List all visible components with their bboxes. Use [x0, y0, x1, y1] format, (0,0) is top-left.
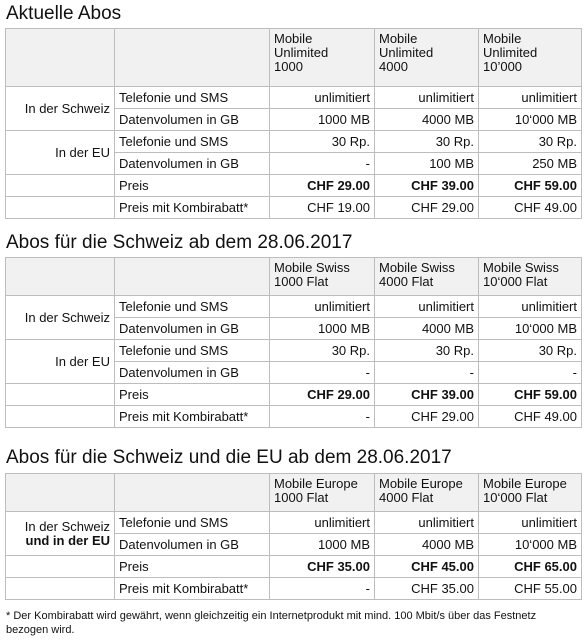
table-row [6, 340, 582, 362]
row-label: Telefonie und SMS [115, 296, 270, 318]
table-cell: 10‘000 MB [479, 318, 582, 340]
column-header: Mobile Unlimited 1000 [270, 29, 375, 87]
table-cell: 250 MB [479, 153, 582, 175]
table-cell: 1000 MB [270, 318, 375, 340]
section-title-swiss: Abos für die Schweiz ab dem 28.06.2017 [6, 232, 353, 253]
table-row [6, 87, 582, 109]
kombi-row [6, 578, 582, 600]
table-current-plans [5, 28, 582, 219]
table-cell: - [270, 153, 375, 175]
table-cell: unlimitiert [270, 87, 375, 109]
table-cell: CHF 29.00 [375, 197, 479, 219]
price-row [6, 556, 582, 578]
table-cell-empty [6, 406, 115, 428]
table-corner [6, 29, 115, 87]
group-label: In der EU [6, 340, 115, 384]
price-cell: CHF 45.00 [375, 556, 479, 578]
table-cell: 10‘000 MB [479, 109, 582, 131]
table-row [6, 296, 582, 318]
table-cell: 30 Rp. [479, 131, 582, 153]
table-cell: CHF 49.00 [479, 197, 582, 219]
price-cell: CHF 39.00 [375, 175, 479, 197]
row-label: Telefonie und SMS [115, 340, 270, 362]
table-cell: 1000 MB [270, 534, 375, 556]
table-cell: - [375, 362, 479, 384]
table-cell: 10‘000 MB [479, 534, 582, 556]
column-header: Mobile Unlimited 10’000 [479, 29, 582, 87]
kombi-row [6, 406, 582, 428]
table-corner [115, 258, 270, 296]
table-row [6, 131, 582, 153]
table-cell-empty [6, 197, 115, 219]
table-cell: 30 Rp. [375, 131, 479, 153]
price-row [6, 175, 582, 197]
row-label: Preis [115, 175, 270, 197]
table-cell: unlimitiert [479, 296, 582, 318]
price-cell: CHF 65.00 [479, 556, 582, 578]
table-cell: 30 Rp. [270, 340, 375, 362]
table-cell: - [270, 362, 375, 384]
table-cell: unlimitiert [375, 87, 479, 109]
table-cell-empty [6, 384, 115, 406]
footnote: * Der Kombirabatt wird gewährt, wenn gleichzeitig ein Internetprodukt mit mind. 100 Mbit/s über das Festnetz bezogen wird. [6, 610, 537, 636]
table-cell: unlimitiert [479, 512, 582, 534]
column-header: Mobile Swiss 1000 Flat [270, 258, 375, 296]
section-title-current: Aktuelle Abos [6, 3, 122, 24]
table-cell: unlimitiert [375, 512, 479, 534]
row-label: Preis mit Kombirabatt* [115, 406, 270, 428]
column-header: Mobile Swiss 10‘000 Flat [479, 258, 582, 296]
group-label: In der Schweiz [6, 87, 115, 131]
row-label: Preis mit Kombirabatt* [115, 197, 270, 219]
table-swiss-plans [5, 257, 582, 428]
group-label: In der EU [6, 131, 115, 175]
column-header: Mobile Europe 4000 Flat [375, 474, 479, 512]
table-cell: CHF 29.00 [375, 406, 479, 428]
table-cell-empty [6, 175, 115, 197]
table-cell: unlimitiert [270, 296, 375, 318]
row-label: Datenvolumen in GB [115, 318, 270, 340]
table-cell: 30 Rp. [270, 131, 375, 153]
table-corner [115, 29, 270, 87]
row-label: Preis mit Kombirabatt* [115, 578, 270, 600]
price-cell: CHF 59.00 [479, 175, 582, 197]
table-cell: - [479, 362, 582, 384]
table-cell: CHF 49.00 [479, 406, 582, 428]
group-label: In der Schweiz [6, 296, 115, 340]
row-label: Preis [115, 384, 270, 406]
price-cell: CHF 39.00 [375, 384, 479, 406]
table-cell: unlimitiert [375, 296, 479, 318]
table-cell: 100 MB [375, 153, 479, 175]
row-label: Telefonie und SMS [115, 87, 270, 109]
table-corner [6, 258, 115, 296]
price-row [6, 384, 582, 406]
table-cell: CHF 35.00 [375, 578, 479, 600]
table-cell: unlimitiert [270, 512, 375, 534]
table-cell-empty [6, 578, 115, 600]
kombi-row [6, 197, 582, 219]
row-label: Datenvolumen in GB [115, 153, 270, 175]
column-header: Mobile Swiss 4000 Flat [375, 258, 479, 296]
table-cell: unlimitiert [479, 87, 582, 109]
row-label: Preis [115, 556, 270, 578]
price-cell: CHF 29.00 [270, 384, 375, 406]
table-cell: 4000 MB [375, 109, 479, 131]
row-label: Datenvolumen in GB [115, 362, 270, 384]
table-cell-empty [6, 556, 115, 578]
table-cell: 4000 MB [375, 318, 479, 340]
table-cell: CHF 55.00 [479, 578, 582, 600]
table-cell: - [270, 578, 375, 600]
table-row [6, 512, 582, 534]
table-cell: 4000 MB [375, 534, 479, 556]
row-label: Telefonie und SMS [115, 512, 270, 534]
price-cell: CHF 35.00 [270, 556, 375, 578]
table-cell: 30 Rp. [375, 340, 479, 362]
row-label: Datenvolumen in GB [115, 109, 270, 131]
column-header: Mobile Unlimited 4000 [375, 29, 479, 87]
table-corner [115, 474, 270, 512]
column-header: Mobile Europe 10‘000 Flat [479, 474, 582, 512]
table-corner [6, 474, 115, 512]
table-cell: 30 Rp. [479, 340, 582, 362]
table-cell: CHF 19.00 [270, 197, 375, 219]
table-cell: - [270, 406, 375, 428]
price-cell: CHF 59.00 [479, 384, 582, 406]
row-label: Datenvolumen in GB [115, 534, 270, 556]
row-label: Telefonie und SMS [115, 131, 270, 153]
group-label: In der Schweiz und in der EU [6, 512, 115, 556]
table-cell: 1000 MB [270, 109, 375, 131]
price-cell: CHF 29.00 [270, 175, 375, 197]
table-europe-plans [5, 473, 582, 600]
section-title-europe: Abos für die Schweiz und die EU ab dem 28.06.2017 [6, 447, 452, 468]
column-header: Mobile Europe 1000 Flat [270, 474, 375, 512]
